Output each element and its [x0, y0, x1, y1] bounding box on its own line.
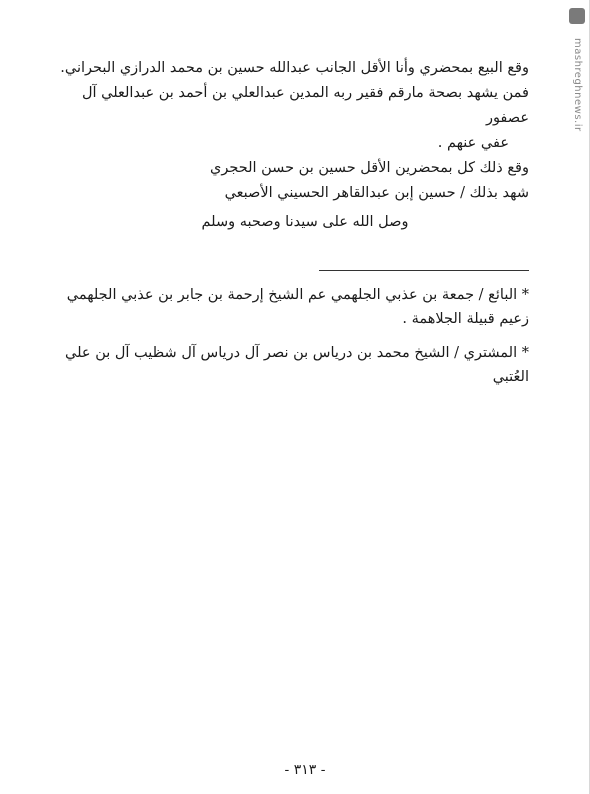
- watermark-text: mashreghnews.ir: [572, 38, 583, 132]
- footnote-line: * البائع / جمعة بن عذبي الجلهمي عم الشيخ إرحمة بن جابر بن عذبي الجلهمي: [66, 287, 529, 303]
- footnote-line: * المشتري / الشيخ محمد بن درياس بن نصر آل درياس آل شظيب آل بن علي: [65, 345, 529, 361]
- body-line: وقع البيع بمحضري وأنا الأقل الجانب عبدالله حسين بن محمد الدرازي البحراني.: [60, 60, 529, 76]
- footnotes: [59, 283, 529, 399]
- footnote-divider: [319, 270, 529, 271]
- closing-prayer: وصل الله على سيدنا وصحبه وسلم: [201, 214, 409, 230]
- page-number: - ٣١٣ -: [284, 762, 326, 778]
- body-line: فمن يشهد بصحة مارقم فقير ربه المدين عبدالعلي بن أحمد بن عبدالعلي آل عصفور: [81, 85, 529, 126]
- watermark-logo-icon: [569, 8, 585, 24]
- body-line: وقع ذلك كل بمحضرين الأقل حسين بن حسن الحجري: [210, 160, 529, 176]
- document-body: [59, 56, 529, 206]
- footnote-line: زعيم قبيلة الجلاهمة .: [402, 311, 529, 327]
- body-line: عفي عنهم .: [437, 135, 509, 151]
- body-line: شهد بذلك / حسين إبن عبدالقاهر الحسيني الأصبعي: [224, 185, 529, 201]
- watermark: [567, 8, 585, 178]
- footnote-buyer: [59, 341, 529, 389]
- footnote-seller: [59, 283, 529, 331]
- footnote-line: العُتبي: [492, 369, 529, 385]
